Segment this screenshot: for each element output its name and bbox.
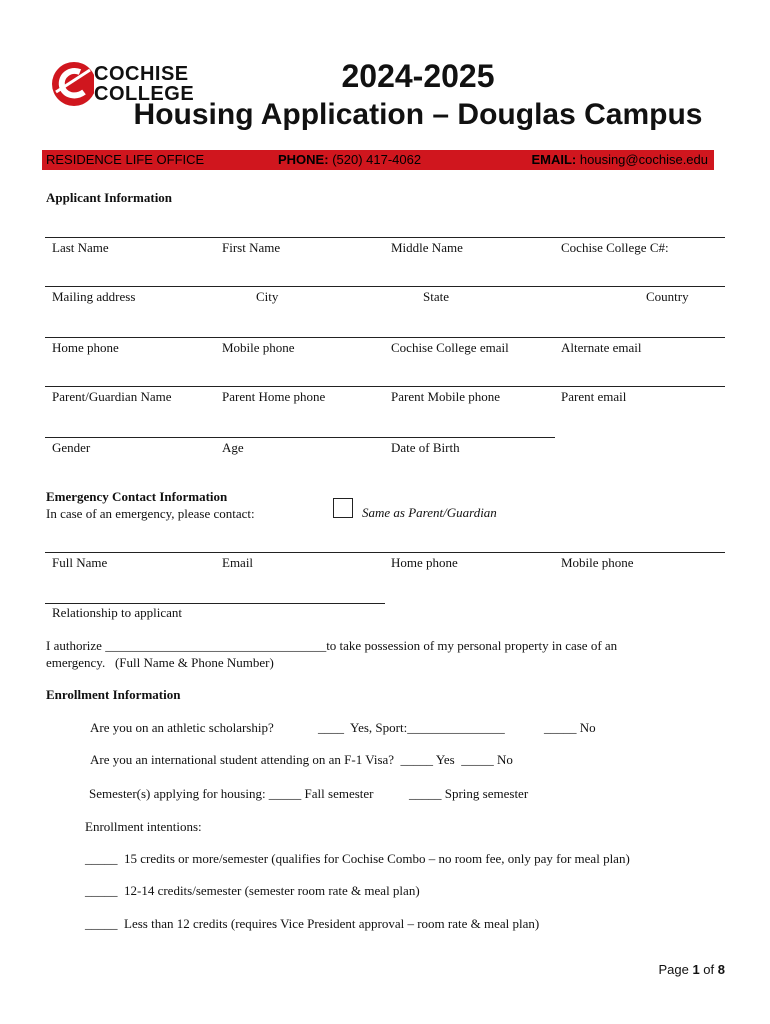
- relationship-label: Relationship to applicant: [52, 605, 182, 620]
- mailing-address-label: Mailing address: [52, 289, 136, 304]
- same-as-parent-checkbox[interactable]: [333, 498, 353, 518]
- gender-label: Gender: [52, 440, 91, 455]
- state-label: State: [423, 289, 449, 304]
- last-name-label: Last Name: [52, 240, 109, 255]
- phone-label: PHONE:: [278, 152, 329, 167]
- emergency-email-label: Email: [222, 555, 254, 570]
- logo-text-line2: COLLEGE: [94, 83, 195, 105]
- page-title: Housing Application – Douglas Campus: [133, 98, 703, 131]
- emergency-row-line: [45, 552, 725, 553]
- page-number: [658, 962, 725, 977]
- parent-email-label: Parent email: [561, 389, 627, 404]
- row5-line: [45, 437, 555, 438]
- office-name: RESIDENCE LIFE OFFICE: [46, 152, 205, 167]
- same-as-parent-label: Same as Parent/Guardian: [362, 505, 497, 520]
- athletic-yes-option[interactable]: ____ Yes, Sport:_______________: [318, 720, 505, 735]
- emergency-instruction: In case of an emergency, please contact:: [46, 506, 255, 521]
- email-label: EMAIL:: [531, 152, 577, 167]
- contact-banner: [42, 150, 714, 170]
- application-year: 2024-2025: [341, 58, 495, 94]
- country-label: Country: [646, 289, 689, 304]
- emergency-mobile-phone-label: Mobile phone: [561, 555, 634, 570]
- page-of: of: [703, 962, 715, 977]
- emergency-home-phone-label: Home phone: [391, 555, 458, 570]
- intention-option-15-credits[interactable]: _____ 15 credits or more/semester (qualifies for Cochise Combo – no room fee, only pay for meal plan): [85, 851, 630, 866]
- college-email-label: Cochise College email: [391, 340, 509, 355]
- college-id-label: Cochise College C#:: [561, 240, 669, 255]
- row2-line: [45, 286, 725, 287]
- alternate-email-label: Alternate email: [561, 340, 642, 355]
- athletic-question: Are you on an athletic scholarship?: [90, 720, 274, 735]
- city-label: City: [256, 289, 279, 304]
- page-prefix: Page: [658, 962, 689, 977]
- semester-question[interactable]: Semester(s) applying for housing: _____ Fall semester: [89, 786, 374, 801]
- row3-line: [45, 337, 725, 338]
- row4-line: [45, 386, 725, 387]
- phone-info: [278, 152, 421, 167]
- relationship-line: [45, 603, 385, 604]
- athletic-no-option[interactable]: _____ No: [544, 720, 596, 735]
- first-name-label: First Name: [222, 240, 281, 255]
- age-label: Age: [222, 440, 244, 455]
- mobile-phone-label: Mobile phone: [222, 340, 295, 355]
- parent-home-phone-label: Parent Home phone: [222, 389, 326, 404]
- authorization-text-line1: I authorize __________________________________to take possession of my personal property in case of an: [46, 638, 618, 653]
- page-current: 1: [692, 962, 700, 977]
- logo-text-line1: COCHISE: [94, 63, 189, 85]
- phone-value: (520) 417-4062: [332, 152, 422, 167]
- middle-name-label: Middle Name: [391, 240, 463, 255]
- enrollment-intentions-title: Enrollment intentions:: [85, 819, 202, 834]
- intention-option-under-12-credits[interactable]: _____ Less than 12 credits (requires Vice President approval – room rate & meal plan): [85, 916, 540, 931]
- home-phone-label: Home phone: [52, 340, 119, 355]
- spring-semester-option[interactable]: _____ Spring semester: [409, 786, 529, 801]
- email-value: housing@cochise.edu: [579, 152, 708, 167]
- emergency-section-title: Emergency Contact Information: [46, 489, 228, 504]
- emergency-full-name-label: Full Name: [52, 555, 108, 570]
- email-info: [531, 152, 708, 167]
- international-question[interactable]: Are you an international student attending on an F-1 Visa? _____ Yes _____ No: [90, 752, 513, 767]
- authorization-text-line2: emergency. (Full Name & Phone Number): [46, 655, 274, 670]
- page-total: 8: [717, 962, 725, 977]
- intention-option-12-14-credits[interactable]: _____ 12-14 credits/semester (semester room rate & meal plan): [85, 883, 420, 898]
- enrollment-section-title: Enrollment Information: [46, 687, 181, 702]
- applicant-section-title: Applicant Information: [46, 190, 173, 205]
- dob-label: Date of Birth: [391, 440, 460, 455]
- parent-name-label: Parent/Guardian Name: [52, 389, 172, 404]
- row1-line: [45, 237, 725, 238]
- parent-mobile-phone-label: Parent Mobile phone: [391, 389, 501, 404]
